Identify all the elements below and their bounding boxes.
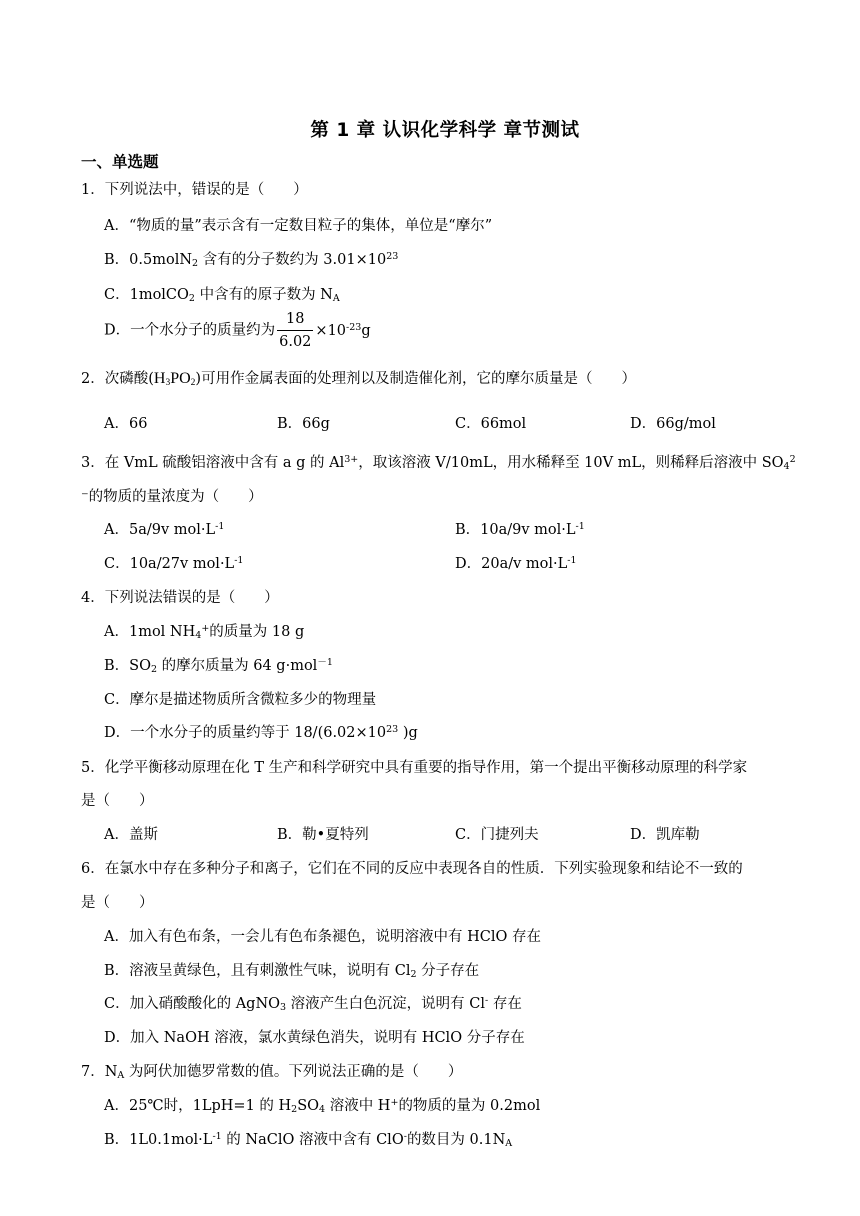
question-5-stem-line2: 是（ ） — [81, 793, 154, 809]
question-1-option-b: B．0.5molN$_2$ 含有的分子数约为 $3.01\times 10^{23}$ — [104, 251, 399, 269]
question-6-option-d: D．加入 NaOH 溶液，氯水黄绿色消失，说明有 HClO 分子存在 — [104, 1030, 525, 1046]
question-2-option-c: C．66mol — [455, 416, 527, 432]
question-1-option-a: A．“物质的量”表示含有一定数目粒子的集体，单位是“摩尔” — [104, 218, 493, 234]
question-6-option-c: C．加入硝酸酸化的 AgNO$_3$ 溶液产生白色沉淀，说明有 Cl- 存在 — [104, 995, 522, 1013]
question-3-stem-line1: 3．在 VmL 硫酸铝溶液中含有 a g 的 $Al^{3+}$，取该溶液 V/10mL，用水稀释至 10V mL，则稀释后溶液中 $SO_4^2$ — [81, 454, 796, 472]
question-5-option-c: C．门捷列夫 — [455, 827, 539, 843]
question-5-option-b: B．勒•夏特列 — [277, 827, 369, 843]
question-3-option-b: B．10a/9v $mol\cdot L^{-1}$ — [455, 521, 585, 538]
question-3-option-d: D．20a/v $mol\cdot L^{-1}$ — [455, 555, 577, 572]
question-6-option-a: A．加入有色布条，一会儿有色布条褪色，说明溶液中有 HClO 存在 — [104, 929, 541, 945]
question-4-option-a: A．1mol $NH_4^+$的质量为 18 g — [104, 623, 305, 641]
section-heading: 一、单选题 — [81, 153, 159, 171]
question-7-option-a: A．25℃时，1LpH=1 的 $H_2SO_4$ 溶液中 H+的物质的量为 0.2mol — [104, 1097, 541, 1115]
question-2-option-b: B．66g — [277, 416, 330, 432]
question-4-option-d: D．一个水分子的质量约等于 $18/(6.02\times 10^{23}$ )g — [104, 724, 418, 741]
question-4-option-b: B．$SO_2$ 的摩尔质量为 64 g·mol$^{-1}$ — [104, 657, 333, 675]
question-3-option-a: A．5a/9v $mol\cdot L^{-1}$ — [104, 521, 225, 538]
question-6-stem-line2: 是（ ） — [81, 895, 154, 911]
question-1-option-d: D．一个水分子的质量约为 $\frac{18}{6.02}$ $\times 10^{-23}g$ — [104, 311, 371, 350]
question-2-stem: 2．次磷酸$(H_3PO_2)$可用作金属表面的处理剂以及制造催化剂，它的摩尔质量是（ ） — [81, 370, 637, 388]
question-3-option-c: C．10a/27v $mol\cdot L^{-1}$ — [104, 555, 244, 572]
question-6-option-b: B．溶液呈黄绿色，且有刺激性气味，说明有 $Cl_2$ 分子存在 — [104, 963, 480, 980]
question-2-option-d: D．66g/mol — [630, 416, 716, 432]
question-1-option-c: C．1molCO$_2$ 中含有的原子数为 $N_A$ — [104, 287, 340, 304]
question-1-stem: 1．下列说法中，错 .误 .的是（ ） — [81, 178, 308, 199]
question-7-stem: 7．$N_A$ 为阿伏加德罗常数的值。下列说法正确的是（ ） — [81, 1064, 463, 1081]
question-5-option-d: D．凯库勒 — [630, 827, 700, 843]
page-title: 第 1 章 认识化学科学 章节测试 — [310, 120, 580, 141]
question-2-option-a: A．66 — [104, 416, 148, 432]
question-5-stem-line1: 5．化学平衡移动原理在化 T 生产和科学研究中具有重要的指导作用，第一个提出平衡移动原理的科学家 — [81, 760, 748, 776]
question-3-stem-line2: ⁻的物质的量浓度为（ ） — [81, 489, 263, 505]
question-5-option-a: A．盖斯 — [104, 827, 158, 843]
question-7-option-b: B．$1L0.1mol\cdot L^{-1}$ 的 NaClO 溶液中含有 ClO-的数目为 $0.1N_A$ — [104, 1131, 513, 1149]
question-4-option-c: C．摩尔是描述物质所含微粒多少的物理量 — [104, 692, 377, 708]
emphasis-dot-char: 错 . — [192, 178, 207, 199]
question-4-stem: 4．下列说法错误的是（ ） — [81, 590, 279, 606]
question-6-stem-line1: 6．在氯水中存在多种分子和离子，它们在不同的反应中表现各自的性质．下列实验现象和结论不一致的 — [81, 861, 743, 877]
emphasis-dot-char: 误 . — [206, 178, 221, 199]
fraction: $\frac{18}{6.02}$ — [279, 311, 312, 350]
